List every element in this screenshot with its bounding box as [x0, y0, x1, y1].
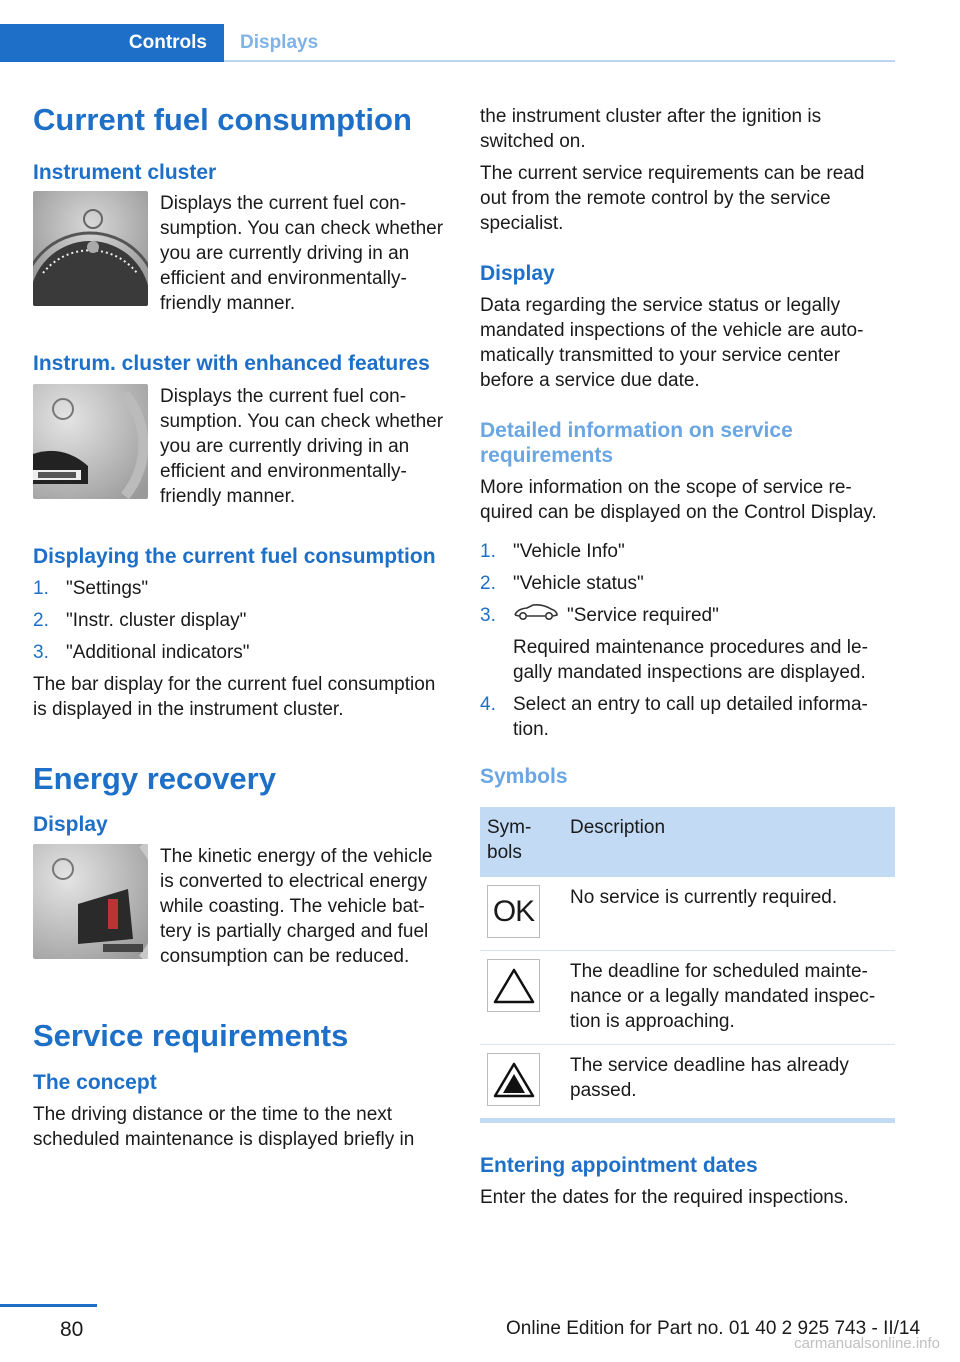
enhanced-gauge-image: [33, 384, 148, 499]
heading-symbols: Symbols: [480, 765, 568, 789]
enhanced-description: Displays the current fuel consumption. You can check whether you are currently driving in an efficient and environmentally-friendly manner.: [160, 386, 444, 507]
heading-displaying-fuel: Displaying the current fuel consumption: [33, 545, 436, 568]
energy-section: [33, 844, 448, 969]
footer-divider: [0, 1304, 97, 1307]
header-symbols: Symbols: [480, 807, 563, 877]
header-divider: [224, 60, 895, 62]
energy-description: The kinetic energy of the vehicle is converted to electrical energy while coasting. The vehicle battery is partially charged and fuel consumption can be reduced.: [160, 846, 433, 967]
enhanced-section: [33, 384, 448, 509]
edition-text: Online Edition for Part no. 01 40 2 925 743 - II/14: [506, 1318, 921, 1339]
ok-icon: OK: [487, 885, 540, 938]
left-column: [33, 100, 448, 1152]
heading-concept: The concept: [33, 1071, 157, 1094]
heading-instrument-cluster: Instrument cluster: [33, 161, 217, 184]
symbols-table: [480, 807, 895, 1123]
list-item: 2. "Instr. cluster display": [33, 610, 247, 631]
heading-detailed-info: Detailed information on service requirements: [480, 419, 793, 467]
heading-service-requirements: Service requirements: [33, 1018, 349, 1053]
table-row: The deadline for scheduled maintenance or a legally mandated inspection is approaching.: [480, 951, 895, 1045]
table-row: OK No service is currently required.: [480, 877, 895, 951]
concept-continued: the instrument cluster after the ignition is switched on.: [480, 106, 822, 152]
cluster-gauge-image: [33, 191, 148, 306]
heading-display-right: Display: [480, 262, 555, 285]
watermark: carmanualsonline.info: [794, 1335, 940, 1352]
tab-controls[interactable]: Controls: [0, 24, 224, 62]
list-item: 4. Select an entry to call up detailed information.: [480, 694, 868, 741]
list-item: 3. "Service required" Required maintenance procedures and legally mandated inspections are displayed.: [480, 605, 868, 684]
header-description: Description: [563, 807, 895, 877]
cluster-section: [33, 191, 448, 316]
list-item: 2. "Vehicle status": [480, 573, 644, 594]
concept-text: The driving distance or the time to the next scheduled maintenance is displayed briefly in: [33, 1104, 415, 1150]
cluster-description: Displays the current fuel consumption. You can check whether you are currently driving in an efficient and environmentally-friendly manner.: [160, 193, 444, 314]
heading-display: Display: [33, 813, 108, 836]
bar-display-text: The bar display for the current fuel consumption is displayed in the instrument cluster.: [33, 674, 436, 720]
service-steps-list: [480, 539, 895, 742]
car-icon: [513, 603, 559, 628]
warning-triangle-icon: [487, 959, 540, 1012]
heading-enhanced-cluster: Instrum. cluster with enhanced features: [33, 352, 430, 375]
overdue-triangle-icon: [487, 1053, 540, 1106]
heading-energy-recovery: Energy recovery: [33, 761, 276, 796]
display-text: Data regarding the service status or legally mandated inspections of the vehicle are automatically transmitted to your service center before a service due date.: [480, 295, 864, 391]
page-number: 80: [60, 1318, 84, 1341]
appointment-text: Enter the dates for the required inspections.: [480, 1187, 849, 1209]
list-item: 3. "Additional indicators": [33, 642, 250, 663]
heading-appointment-dates: Entering appointment dates: [480, 1154, 758, 1178]
list-item: 1. "Vehicle Info": [480, 541, 625, 562]
page-header: [0, 24, 895, 62]
table-header-row: [480, 807, 895, 877]
list-item: 1. "Settings": [33, 578, 149, 599]
remote-control-text: The current service requirements can be read out from the remote control by the service specialist.: [480, 163, 865, 234]
table-row: The service deadline has already passed.: [480, 1045, 895, 1121]
right-column: [480, 104, 895, 1210]
fuel-steps-list: [33, 576, 448, 665]
tab-displays[interactable]: Displays: [240, 32, 319, 53]
energy-gauge-image: [33, 844, 148, 959]
heading-fuel-consumption: Current fuel consumption: [33, 102, 412, 137]
detailed-text: More information on the scope of service required can be displayed on the Control Display.: [480, 477, 877, 523]
